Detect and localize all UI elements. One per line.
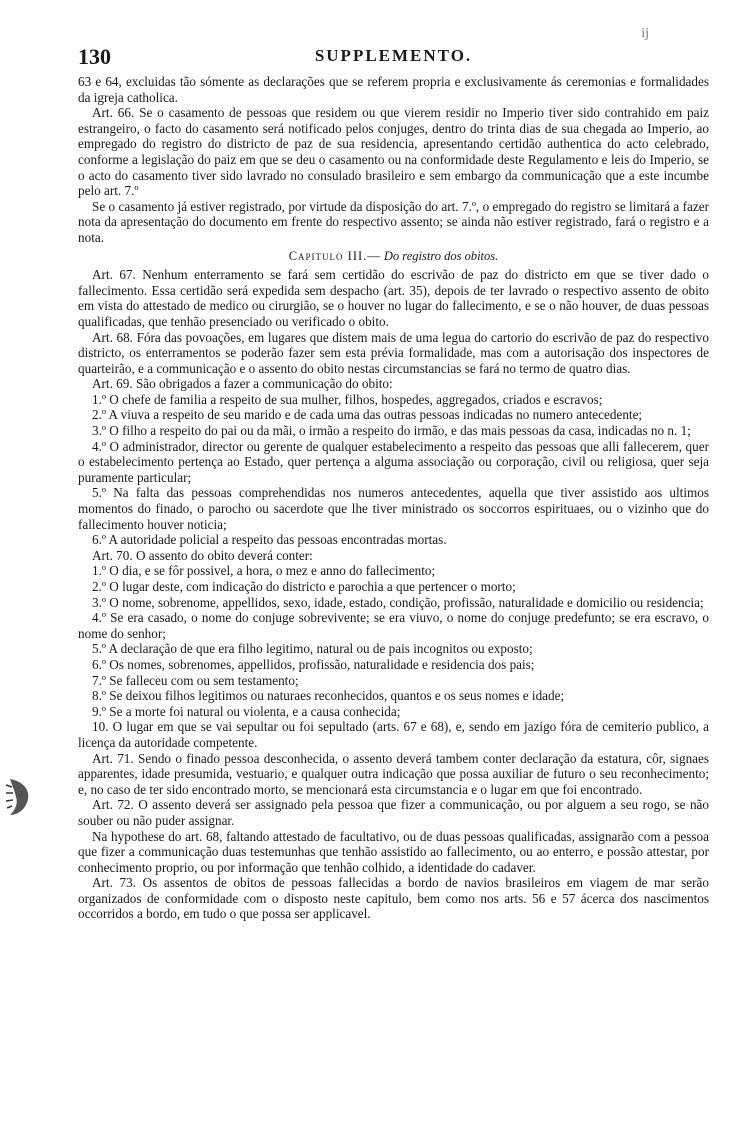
paragraph: 63 e 64, excluidas tão sómente as declarações que se referem propria e exclusivamente ás ceremonias e formalidades da igreja catholica. (78, 74, 709, 105)
chapter-number: Capitulo III.— (288, 248, 381, 263)
chapter-title: Do registro dos obitos. (383, 248, 499, 263)
list-item: 4.º O administrador, director ou gerente de qualquer estabelecimento a respeito das pessoas que alli fallecerem, quer o estabelecimento pertença ao Estado, quer pertença a alguma associação ou corporação, civil ou religiosa, quer seja puramente particular; (78, 438, 709, 485)
list-item: 2.º O lugar deste, com indicação do districto e parochia a que pertencer o morto; (92, 579, 516, 594)
list-item: 4.º Se era casado, o nome do conjuge sobrevivente; se era viuvo, o nome do conjuge predefunto; se era escravo, o nome do senhor; (78, 610, 709, 641)
paragraph: Art. 72. O assento deverá ser assignado pela pessoa que fizer a communicação, ou por alguem a seu rogo, se não souber ou não puder assignar. (78, 797, 709, 828)
corner-mark: ij (641, 26, 649, 41)
list-item: 9.º Se a morte foi natural ou violenta, e a causa conhecida; (92, 703, 401, 719)
list-item: 7.º Se falleceu com ou sem testamento; (92, 672, 299, 688)
list-item: 1.º O dia, e se fôr possivel, a hora, o mez e anno do fallecimento; (92, 563, 436, 579)
list-item: 1.º O chefe de familia a respeito de sua mulher, filhos, hospedes, aggregados, criados e escravos; (92, 391, 603, 407)
document-body (78, 74, 709, 922)
paragraph: Art. 68. Fóra das povoações, em lugares que distem mais de uma legua do cartorio do escrivão de paz do respectivo districto, os enterramentos se poderão fazer sem esta prévia formalidade, mas com a autorisação dos inspectores de quarteirão, e a communicação e o assento do obito nestas circumstancias se fará no termo de quatro dias. (78, 329, 709, 376)
page-number: 130 (78, 44, 111, 69)
chapter-heading (78, 249, 709, 265)
list-item: 3.º O filho a respeito do pai ou da mãi, o irmão a respeito do irmão, e das mais pessoas da casa, indicadas no n. 1; (92, 423, 691, 439)
paragraph: Art. 71. Sendo o finado pessoa desconhecida, o assento deverá tambem conter declaração da estatura, côr, signaes apparentes, idade presumida, vestuario, e qualquer outra indicação que possa auxiliar de futuro o seu reconhecimento; e, no caso de ter sido encontrado morto, se mencionará esta circumstancia e o lugar em que foi encontrado. (78, 750, 709, 797)
list-item: 5.º A declaração de que era filho legitimo, natural ou de pais incognitos ou exposto; (92, 641, 533, 657)
paragraph: Art. 67. Nenhum enterramento se fará sem certidão do escrivão de paz do districto em que se tiver dado o fallecimento. Essa certidão será expedida sem despacho (art. 35), depois de ter lavrado o respectivo assento de obito em vista do attestado de medico ou cirurgião, se o houver no lugar do fallecimento, e se o não houver, de duas pessoas qualificadas, que tenhão presenciado ou verificado o obito. (78, 267, 709, 329)
margin-smudge (4, 775, 34, 819)
paragraph: Se o casamento já estiver registrado, por virtude da disposição do art. 7.º, o empregado do registro se limitará a fazer nota da apresentação do documento em frente do respectivo assento; se ainda não estiver registrado, fará o registro e a nota. (78, 198, 709, 245)
paragraph: Art. 69. São obrigados a fazer a communicação do obito: (92, 376, 393, 392)
list-item: 6.º A autoridade policial a respeito das pessoas encontradas mortas. (92, 532, 447, 548)
paragraph: Art. 66. Se o casamento de pessoas que residem ou que vierem residir no Imperio tiver sido contrahido em paiz estrangeiro, o facto do casamento será notificado pelos conjuges, dentro do trinta dias de sua chegada ao Imperio, ao empregado do registro do districto de paz de sua residencia, apresentando certidão authentica do acto celebrado, conforme a legislação do paiz em que se deu o casamento ou na conformidade deste Regulamento e leis do Imperio, se o acto do casamento tiver sido lavrado no consulado brasileiro e sem embargo da communicação que a este incumbe pelo art. 7.º (78, 105, 709, 199)
list-item: 8.º Se deixou filhos legitimos ou naturaes reconhecidos, quantos e os seus nomes e idade; (92, 688, 565, 704)
list-item: 6.º Os nomes, sobrenomes, appellidos, profissão, naturalidade e residencia dos pais; (92, 656, 535, 672)
paragraph: Art. 73. Os assentos de obitos de pessoas fallecidas a bordo de navios brasileiros em viagem de mar serão organizados de conformidade com o disposto neste capitulo, bem como nos arts. 56 e 57 ácerca dos nascimentos occorridos a bordo, em tudo o que possa ser applicavel. (78, 875, 709, 922)
list-item: 3.º O nome, sobrenome, appellidos, sexo, idade, estado, condição, profissão, naturalidade e domicilio ou residencia; (92, 594, 704, 610)
list-item: 10. O lugar em que se vai sepultar ou foi sepultado (arts. 67 e 68), e, sendo em jazigo fóra de cemiterio publico, a licença da autoridade competente. (78, 719, 709, 750)
paragraph: Na hypothese do art. 68, faltando attestado de facultativo, ou de duas pessoas qualificadas, assignarão com a pessoa que fizer a communicação duas testemunhas que tenhão assistido ao fallecimento, ou ao enterro, e possão attestar, por conhecimento proprio, ou por informação que tenhão colhido, a identidade do cadaver. (78, 828, 709, 875)
page-header (78, 44, 709, 74)
list-item: 5.º Na falta das pessoas comprehendidas nos numeros antecedentes, aquella que tiver assistido aos ultimos momentos do finado, o parocho ou sacerdote que lhe tiver ministrado os soccorros espirituaes, ou o vizinho que do fallecimento houver noticia; (78, 485, 709, 532)
running-head: SUPPLEMENTO. (314, 46, 473, 65)
list-item: 2.º A viuva a respeito de seu marido e de cada uma das outras pessoas indicadas no numero antecedente; (92, 407, 643, 423)
paragraph: Art. 70. O assento do obito deverá conter: (92, 547, 313, 563)
